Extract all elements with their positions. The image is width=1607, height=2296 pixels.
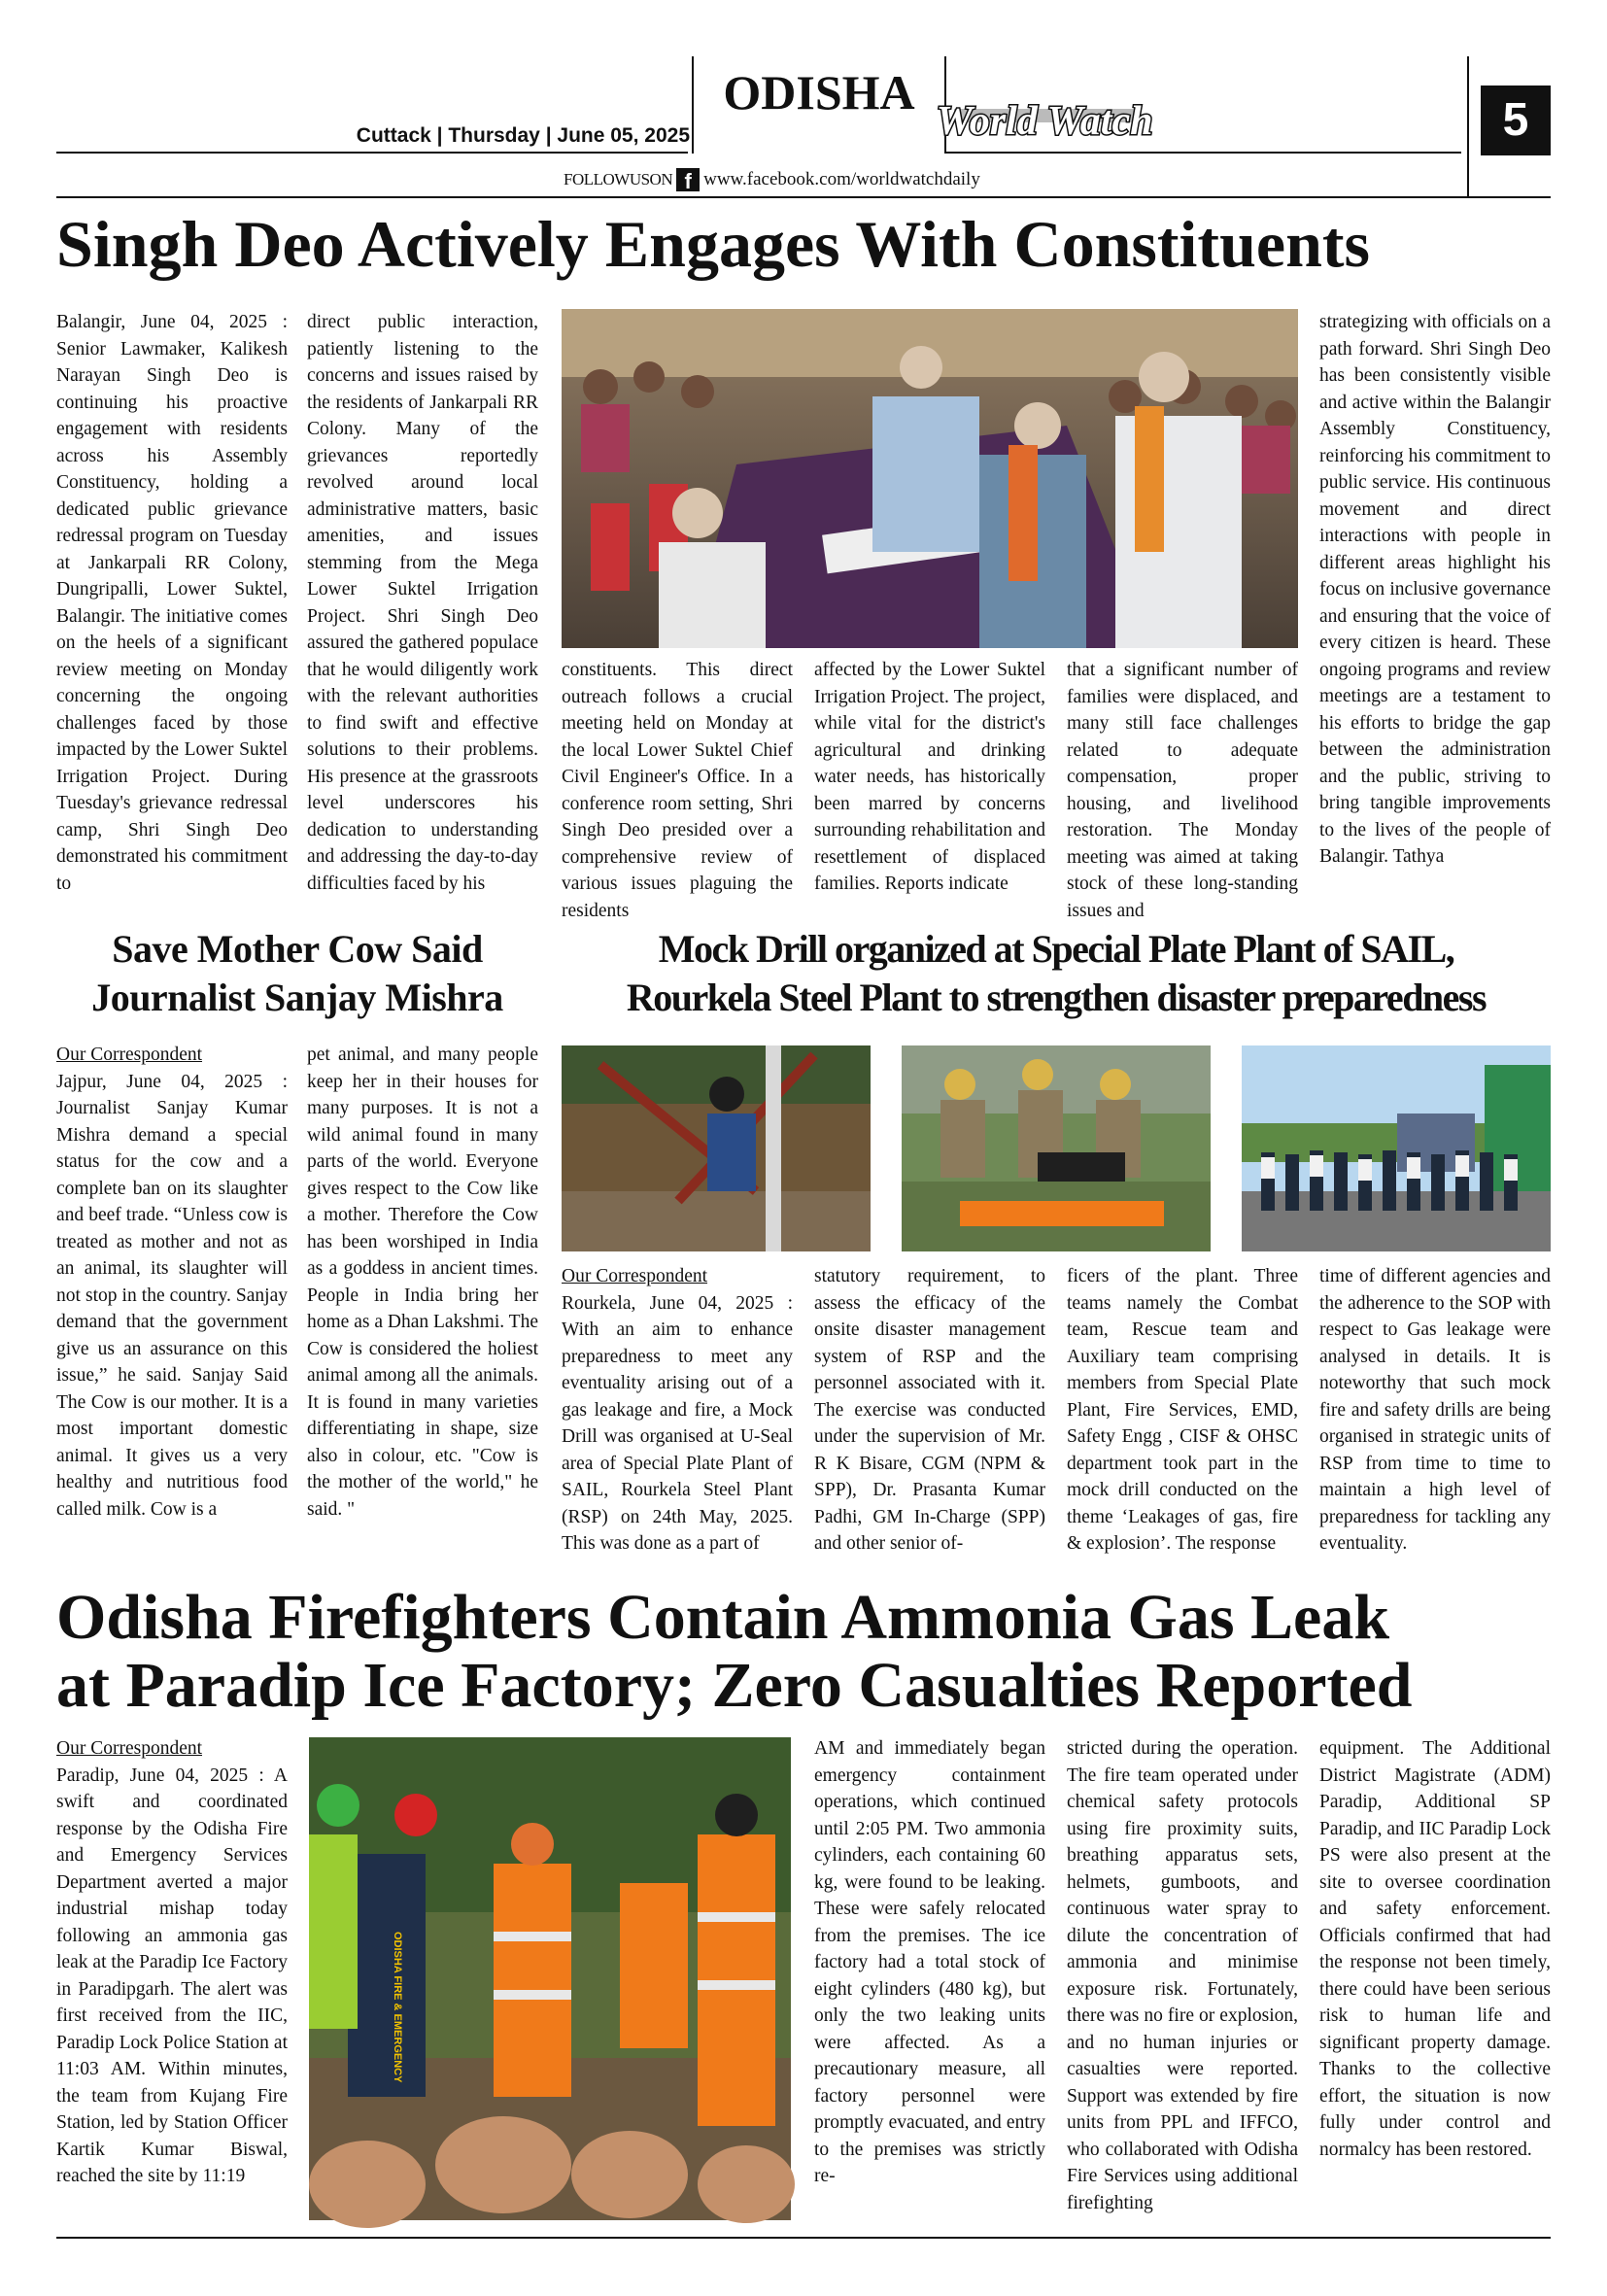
article2-col1 xyxy=(56,1042,288,1572)
section-title: ODISHA xyxy=(723,65,915,120)
article4-col2: AM and immediately began emergency containment operations, which continued until 2:05 PM. Two ammonia cylinders, each containing 60 kg, were found to be leaking. These were safely relocated from the premises. The ice factory had a total stock of eight cylinders (480 kg), but only the two leaking units were affected. As a precautionary measure, all factory personnel were promptly evacuated, and entry to the premises was strictly re- xyxy=(814,1738,1045,2186)
article4-headline-line1: Odisha Firefighters Contain Ammonia Gas Leak xyxy=(56,1582,1390,1653)
article2-body1: Jajpur, June 04, 2025 : Journalist Sanjay Kumar Mishra demand a special status for the cow and a complete ban on its slaughter and beef trade. “Unless cow is treated as mother and not as an animal, its slaughter will not stop in the country. Sanjay demand that the government give us an assurance on this issue,” he said. Sanjay Said The Cow is our mother. It is a most important domestic animal. It gives us a very healthy and nutritious food called milk. Cow is a xyxy=(56,1071,288,1520)
article4-col4: equipment. The Additional District Magistrate (ADM) Paradip, Additional SP Paradip, and IIC Paradip Lock PS were also present at the site to oversee coordination and safety enforcement. Officials confirmed that had the response not been timely, there could have been serious risk to human life and significant property damage. Thanks to the collective effort, the situation is now fully under control and normalcy has been restored. xyxy=(1319,1738,1551,2160)
facebook-icon[interactable]: f xyxy=(676,168,700,191)
facebook-link[interactable]: www.facebook.com/worldwatchdaily xyxy=(703,169,980,189)
article3-col4: time of different agencies and the adherence to the SOP with respect to Gas leakage were analysed in details. It is noteworthy that such mock fire and safety drills are being organised in strategic units of RSP from time to time to maintain a high level of preparedness for tackling any eventuality. xyxy=(1319,1266,1551,1554)
article2-col2: pet animal, and many people keep her in their houses for many purposes. It is not a wild animal found in many parts of the world. Everyone gives respect to the Cow like a mother. Therefore the Cow has been worshiped in India as a goddess in ancient times. People in India bring her home as a Dhan Lakshmi. The Cow is considered the holiest animal among all the animals. It is found in many varieties differentiating in shape, size also in colour, etc. "Cow is the mother of the world," he said. " xyxy=(307,1045,538,1520)
page-number-box xyxy=(1481,86,1551,155)
article4-headline xyxy=(56,1584,1413,1720)
article3-photo3 xyxy=(1242,1045,1551,1251)
article1-col6: strategizing with officials on a path forward. Shri Singh Deo has been consistently visible and active within the Balangir Assembly Constituency, reinforcing his commitment to public service. His continuous movement and direct interactions with people in different areas highlight his focus on inclusive governance and ensuring that the voice of every citizen is heard. These ongoing programs and review meetings are a testament to his efforts to bridge the gap between the administration and the public, striving to bring tangible improvements to the lives of the people of Balangir. Tathya xyxy=(1319,312,1551,867)
article1-col5: that a significant number of families were displaced, and many still face challenges related to adequate compensation, proper housing, and livelihood restoration. The Monday meeting was aimed at taking stock of these long-standing issues and xyxy=(1067,660,1298,921)
article4-col3: stricted during the operation. The fire team operated under chemical safety protocols using fire proximity suits, breathing apparatus sets, helmets, gumboots, and continuous water spray to dilute the concentration of ammonia and minimise exposure risk. Fortunately, there was no fire or explosion, and no human injuries or casualties were reported. Support was extended by fire units from PPL and IFFCO, who collaborated with Odisha Fire Services using additional firefighting xyxy=(1067,1738,1298,2213)
article4-col1 xyxy=(56,1735,288,2231)
footer-rule xyxy=(56,2237,1551,2239)
article3-col2: statutory requirement, to assess the efficacy of the onsite disaster management system of RSP and the personnel associated with it. The exercise was conducted under the supervision of Mr. R K Bisare, CGM (NPM & SPP), Dr. Prasanta Kumar Padhi, GM In-Charge (SPP) and other senior of- xyxy=(814,1266,1045,1554)
svg-text:World Watch: World Watch xyxy=(936,99,1153,144)
dateline: Cuttack | Thursday | June 05, 2025 xyxy=(356,124,690,147)
article4-body1: Paradip, June 04, 2025 : A swift and coordinated response by the Odisha Fire and Emergency Services Department averted a major industrial mishap today following an ammonia gas leak at the Paradip Ice Factory in Paradipgarh. The alert was first received from the IIC, Paradip Lock Police Station at 11:03 AM. Within minutes, the team from Kujang Fire Station, led by Station Officer Kartik Kumar Biswal, reached the site by 11:19 xyxy=(56,1765,288,2186)
page-number: 5 xyxy=(1502,94,1529,146)
article4-headline-line2: at Paradip Ice Factory; Zero Casualties Reported xyxy=(56,1650,1413,1721)
world-watch-logo xyxy=(936,80,1153,150)
article2-headline xyxy=(56,925,538,1022)
article1-photo xyxy=(562,309,1298,648)
article1-headline: Singh Deo Actively Engages With Constituents xyxy=(56,207,1370,281)
article1-col4: affected by the Lower Suktel Irrigation Project. The project, while vital for the district's agricultural and drinking water needs, has historically been marred by concerns surrounding rehabilitation and resettlement of displaced families. Reports indicate xyxy=(814,660,1045,894)
article3-photo2 xyxy=(902,1045,1211,1251)
article3-body1: Rourkela, June 04, 2025 : With an aim to enhance preparedness to meet any eventuality arising out of a gas leakage and fire, a Mock Drill was organised at U-Seal area of Special Plate Plant of SAIL, Rourkela Steel Plant (RSP) on 24th May, 2025. This was done as a part of xyxy=(562,1292,793,1554)
article2-headline-line2: Journalist Sanjay Mishra xyxy=(91,976,503,1019)
article3-headline-line1: Mock Drill organized at Special Plate Plant of SAIL, xyxy=(658,927,1454,971)
article3-col1 xyxy=(562,1263,793,1584)
article1-col2: direct public interaction, patiently listening to the concerns and issues raised by the residents of Jankarpali RR Colony. Many of the grievances reportedly revolved around local administrative matters, basic amenities, and issues stemming from the Mega Lower Suktel Irrigation Project. Shri Singh Deo assured the gathered populace that he would diligently work with the relevant authorities to find swift and effective solutions to their problems. His presence at the grassroots level underscores his dedication to understanding and addressing the day-to-day difficulties faced by his xyxy=(307,312,538,894)
logo-graphic xyxy=(936,80,1153,150)
article3-headline xyxy=(562,925,1551,1022)
article2-headline-line1: Save Mother Cow Said xyxy=(112,927,483,971)
article1-col1: Balangir, June 04, 2025 : Senior Lawmaker, Kalikesh Narayan Singh Deo is continuing his proactive engagement with residents across his Assembly Constituency, holding a dedicated public grievance redressal program on Tuesday at Jankarpali RR Colony, Dungripalli, Lower Suktel, Balangir. The initiative comes on the heels of a significant review meeting on Monday concerning the ongoing challenges faced by those impacted by the Lower Suktel Irrigation Project. During Tuesday's grievance redressal camp, Shri Singh Deo demonstrated his commitment to xyxy=(56,312,288,894)
article4-photo xyxy=(309,1737,791,2220)
article3-col3: ficers of the plant. Three teams namely the Combat team, Rescue team and Auxiliary team comprising members from Special Plate Plant, Fire Services, EMD, Safety Engg , CISF & OHSC department took part in the mock drill conducted on the theme ‘Leakages of gas, fire & explosion’. The response xyxy=(1067,1266,1298,1554)
follow-us-label: FOLLOWUSON xyxy=(564,170,673,188)
article3-byline: Our Correspondent xyxy=(562,1266,708,1286)
article4-byline: Our Correspondent xyxy=(56,1738,203,1759)
article2-byline: Our Correspondent xyxy=(56,1045,203,1065)
article1-col3: constituents. This direct outreach follows a crucial meeting held on Monday at the local Lower Suktel Chief Civil Engineer's Office. In a conference room setting, Shri Singh Deo presided over a comprehensive review of various issues plaguing the residents xyxy=(562,660,793,921)
jacket-label: ODISHA FIRE & EMERGENCY xyxy=(392,1932,403,2083)
article3-headline-line2: Rourkela Steel Plant to strengthen disaster preparedness xyxy=(626,976,1487,1019)
article3-photo1 xyxy=(562,1045,871,1251)
follow-us-bar xyxy=(564,167,980,192)
